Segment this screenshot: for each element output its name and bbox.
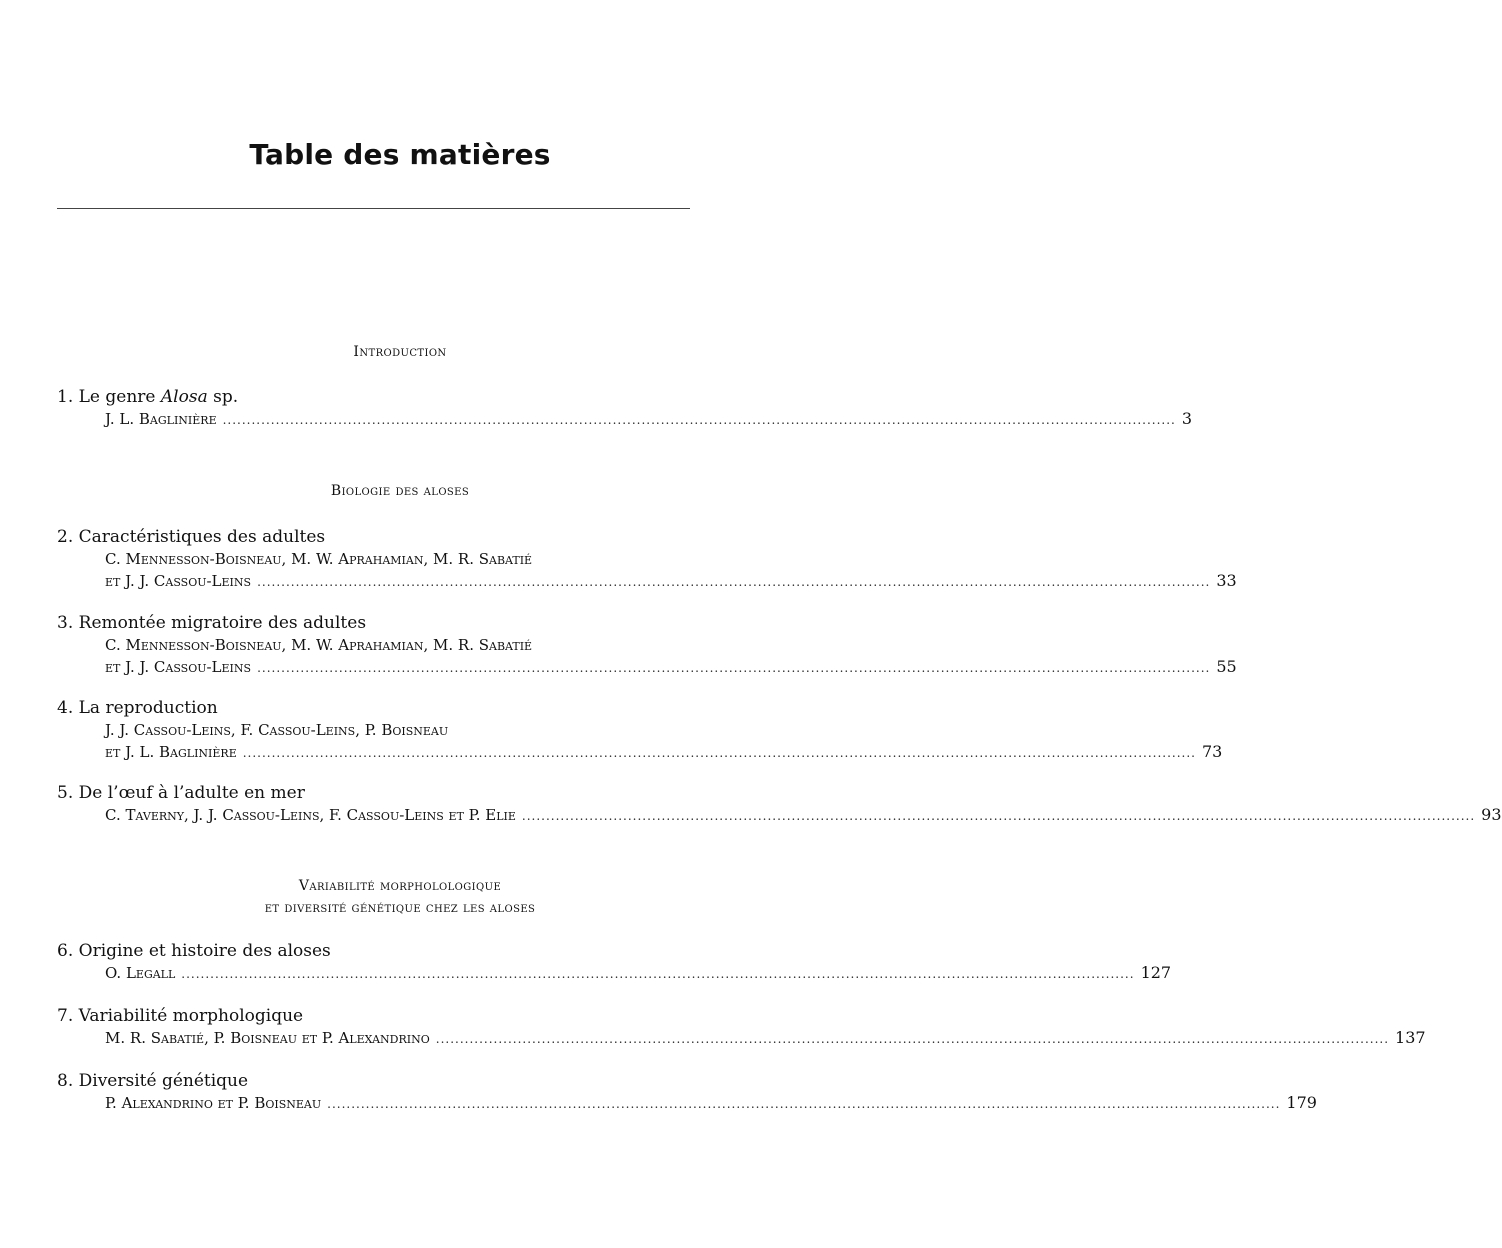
- entry-authors: O. Legall: [105, 964, 176, 982]
- entry-title: [57, 1005, 687, 1027]
- section-heading-line: et diversité génétique chez les aloses: [264, 900, 536, 916]
- entry-title: [57, 697, 687, 719]
- entry-authors: P. Alexandrino et P. Boisneau: [105, 1094, 322, 1112]
- dot-leader: ......................................................................................................................................................................................................: [222, 413, 1176, 427]
- entry-number: 7.: [57, 1006, 74, 1026]
- entry-title-suffix: sp.: [207, 387, 239, 407]
- entry-authors: C. Taverny, J. J. Cassou-Leins, F. Cassou-Leins et P. Elie: [105, 806, 516, 824]
- dot-leader: ......................................................................................................................................................................................................: [327, 1097, 1281, 1111]
- author-line: [105, 656, 1237, 678]
- entry-authors: C. Mennesson-Boisneau, M. W. Aprahamian, M. R. Sabatié: [105, 550, 533, 568]
- toc-entry-7[interactable]: [57, 1005, 1426, 1049]
- author-line: [105, 408, 1193, 430]
- entry-title-text: Remontée migratoire des adultes: [78, 613, 367, 633]
- entry-number: 2.: [57, 527, 74, 547]
- toc-entry-2[interactable]: [57, 526, 1237, 592]
- title-divider: [57, 208, 690, 209]
- page-number: 127: [1140, 963, 1172, 982]
- section-heading-variabilite: [0, 875, 800, 919]
- toc-entry-4[interactable]: [57, 697, 1223, 763]
- author-line: [105, 1027, 1426, 1049]
- page-number: 73: [1202, 742, 1223, 761]
- page-number: 55: [1216, 657, 1237, 676]
- page-number: 3: [1181, 409, 1193, 428]
- dot-leader: ......................................................................................................................................................................................................: [242, 746, 1196, 760]
- page-number: 179: [1286, 1093, 1317, 1112]
- dot-leader: ......................................................................................................................................................................................................: [257, 661, 1211, 675]
- page-title: Table des matières: [249, 138, 551, 171]
- entry-authors: et J. J. Cassou-Leins: [105, 572, 252, 590]
- entry-number: 5.: [57, 783, 74, 803]
- section-heading-line: Biologie des aloses: [330, 483, 470, 499]
- entry-title-text: Diversité génétique: [78, 1071, 249, 1091]
- entry-number: 1.: [57, 387, 74, 407]
- dot-leader: ......................................................................................................................................................................................................: [521, 809, 1476, 823]
- author-line: [105, 804, 1502, 826]
- toc-entry-1[interactable]: [57, 386, 1193, 430]
- author-line: [105, 570, 1237, 592]
- entry-authors: J. L. Baglinière: [105, 410, 217, 428]
- page-number: 33: [1216, 571, 1237, 590]
- dot-leader: ......................................................................................................................................................................................................: [435, 1032, 1390, 1046]
- author-line: [105, 1092, 1317, 1114]
- entry-title-text: Variabilité morphologique: [78, 1006, 304, 1026]
- entry-title: [57, 612, 687, 634]
- entry-title: [57, 526, 687, 548]
- entry-title-text: Caractéristiques des adultes: [78, 527, 326, 547]
- section-heading-introduction: [0, 341, 800, 363]
- entry-title-text: Origine et histoire des aloses: [78, 941, 331, 961]
- author-line: [105, 741, 1223, 763]
- dot-leader: ......................................................................................................................................................................................................: [257, 575, 1211, 589]
- entry-number: 8.: [57, 1071, 74, 1091]
- entry-title: [57, 782, 687, 804]
- toc-entry-5[interactable]: [57, 782, 1502, 826]
- section-heading-line: Variabilité morpholologique: [298, 878, 502, 894]
- page-number: 93: [1481, 805, 1502, 824]
- section-heading-biologie: [0, 480, 800, 502]
- entry-title: [57, 940, 687, 962]
- entry-title-text: De l’œuf à l’adulte en mer: [78, 783, 305, 803]
- entry-number: 3.: [57, 613, 74, 633]
- toc-entry-8[interactable]: [57, 1070, 1317, 1114]
- entry-number: 4.: [57, 698, 74, 718]
- entry-authors: et J. J. Cassou-Leins: [105, 658, 252, 676]
- author-line: [105, 634, 686, 656]
- entry-number: 6.: [57, 941, 74, 961]
- entry-title: [57, 386, 687, 408]
- entry-authors: J. J. Cassou-Leins, F. Cassou-Leins, P. Boisneau: [105, 721, 449, 739]
- dot-leader: ......................................................................................................................................................................................................: [181, 967, 1135, 981]
- entry-authors: M. R. Sabatié, P. Boisneau et P. Alexandrino: [105, 1029, 430, 1047]
- author-line: [105, 548, 686, 570]
- entry-title-text: Le genre: [78, 387, 161, 407]
- entry-authors: et J. L. Baglinière: [105, 743, 237, 761]
- toc-entry-3[interactable]: [57, 612, 1237, 678]
- toc-entry-6[interactable]: [57, 940, 1172, 984]
- entry-authors: C. Mennesson-Boisneau, M. W. Aprahamian, M. R. Sabatié: [105, 636, 533, 654]
- entry-title-text: La reproduction: [78, 698, 218, 718]
- entry-title: [57, 1070, 687, 1092]
- page-number: 137: [1395, 1028, 1426, 1047]
- author-line: [105, 719, 686, 741]
- entry-title-italic: Alosa: [160, 387, 208, 407]
- section-heading-line: Introduction: [353, 344, 447, 360]
- author-line: [105, 962, 1172, 984]
